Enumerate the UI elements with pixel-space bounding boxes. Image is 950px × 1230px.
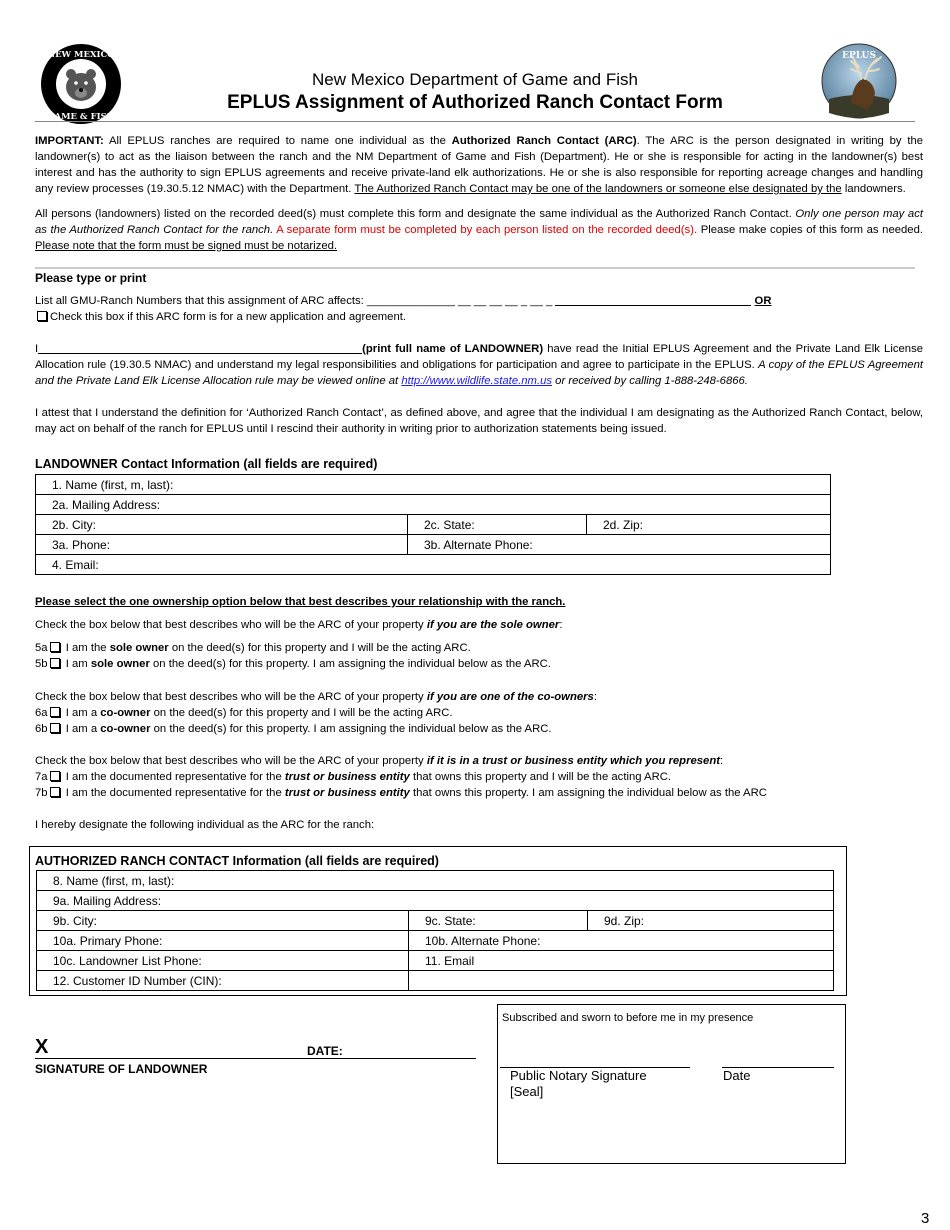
notary-sworn-text: Subscribed and sworn to before me in my presence xyxy=(502,1012,754,1024)
new-application-option xyxy=(35,309,406,325)
notary-date-label: Date xyxy=(723,1068,751,1083)
landowner-text: have read the Initial EPLUS Agreement and the Private Land Elk License Allocation rule (19.30.5 NMAC) and understand my legal responsibilities and obligations for participation and agree to participate in the EPLUS. xyxy=(35,343,923,371)
landowner-italic-a: A copy of the EPLUS Agreement and the Private Land Elk License Allocation rule may be viewed online at xyxy=(35,359,923,387)
option-7b-post: that owns this property. I am assigning the individual below as the ARC xyxy=(412,787,767,799)
option-7a xyxy=(35,769,671,785)
landowner-name-field[interactable] xyxy=(38,353,362,354)
co-intro-text: Check the box below that best describes who will be the ARC of your property xyxy=(35,691,424,703)
notarize-notice: Please note that the form must be signed must be notarized. xyxy=(35,240,338,252)
option-6b-pre: I am a xyxy=(65,723,98,735)
arc-alt-phone-field[interactable]: 10b. Alternate Phone: xyxy=(409,931,834,951)
gmu-label: List all GMU-Ranch Numbers that this assignment of ARC affects: xyxy=(35,295,364,307)
department-name: New Mexico Department of Game and Fish xyxy=(312,70,638,89)
new-application-checkbox[interactable] xyxy=(37,311,47,321)
option-5a-checkbox[interactable] xyxy=(50,642,60,652)
landowner-city-field[interactable]: 2b. City: xyxy=(36,515,408,535)
new-application-label: Check this box if this ARC form is for a new application and agreement. xyxy=(50,311,407,323)
option-5a-bold: sole owner xyxy=(109,642,169,654)
option-7b-checkbox[interactable] xyxy=(50,787,60,797)
option-6a-pre: I am a xyxy=(65,707,98,719)
arc-name-field[interactable]: 8. Name (first, m, last): xyxy=(37,871,834,891)
option-5b-post: on the deed(s) for this property. I am assigning the individual below as the ARC. xyxy=(153,658,551,670)
option-6a-post: on the deed(s) for this property and I will be the acting ARC. xyxy=(153,707,453,719)
sole-intro-em: if you are the sole owner xyxy=(426,619,560,631)
p1-underline: The Authorized Ranch Contact may be one of the landowners or someone else designated by the xyxy=(354,183,842,195)
co-owner-intro: Check the box below that best describes who will be the ARC of your property if you are one of the co-owners: xyxy=(35,691,597,703)
landowner-statement xyxy=(35,341,923,389)
landowner-info-heading: LANDOWNER Contact Information (all fields are required) xyxy=(35,457,378,471)
trust-intro: Check the box below that best describes who will be the ARC of your property if it is in a trust or business entity which you represent: xyxy=(35,755,724,767)
p2-red-notice: A separate form must be completed by each person listed on the recorded deed(s). xyxy=(276,224,698,236)
attest-paragraph: I attest that I understand the definition for ‘Authorized Ranch Contact’, as defined above, and agree that the individual I am designating as the Authorized Ranch Contact, below, may act on behalf of the ranch for EPLUS until I rescind their authority in writing prior to authorization statements being issued. xyxy=(35,407,923,435)
option-5a-pre: I am the xyxy=(65,642,107,654)
signature-x-mark: X xyxy=(35,1036,49,1058)
important-paragraph xyxy=(35,133,923,197)
svg-text:EPLUS: EPLUS xyxy=(842,51,876,61)
arc-info-heading: AUTHORIZED RANCH CONTACT Information (all fields are required) xyxy=(35,854,439,868)
landowner-mailing-field[interactable]: 2a. Mailing Address: xyxy=(36,495,831,515)
signature-line[interactable] xyxy=(35,1058,476,1059)
option-6b xyxy=(35,721,552,737)
option-6a-num: 6a xyxy=(35,707,48,719)
option-7b-num: 7b xyxy=(35,787,48,799)
option-5b xyxy=(35,656,551,672)
option-5a-post: on the deed(s) for this property and I will be the acting ARC. xyxy=(171,642,471,654)
designate-statement: I hereby designate the following individual as the ARC for the ranch: xyxy=(35,819,375,831)
arc-mailing-field[interactable]: 9a. Mailing Address: xyxy=(37,891,834,911)
arc-primary-phone-field[interactable]: 10a. Primary Phone: xyxy=(37,931,409,951)
landowner-info-table xyxy=(35,474,831,575)
header-rule xyxy=(35,121,915,122)
section-rule xyxy=(35,267,915,269)
signature-date-label: DATE: xyxy=(307,1044,343,1058)
or-label: OR xyxy=(754,295,772,307)
sole-intro-text: Check the box below that best describes who will be the ARC of your property xyxy=(35,619,424,631)
option-7a-checkbox[interactable] xyxy=(50,771,60,781)
signature-landowner-label: SIGNATURE OF LANDOWNER xyxy=(35,1062,208,1076)
p2-text-a: All persons (landowners) listed on the recorded deed(s) must complete this form and designate the same individual as the Authorized Ranch Contact. xyxy=(35,208,792,220)
option-7b-pre: I am the documented representative for the xyxy=(65,787,282,799)
svg-text:GAME & FISH: GAME & FISH xyxy=(47,112,115,122)
trust-intro-text: Check the box below that best describes who will be the ARC of your property xyxy=(35,755,424,767)
p2-italic: Only one person may act as the Authorized Ranch Contact for the ranch. xyxy=(35,208,924,236)
form-title: EPLUS Assignment of Authorized Ranch Contact Form xyxy=(227,92,723,113)
option-6b-num: 6b xyxy=(35,723,48,735)
landowner-italic-b: or received by calling 1-888-248-6866. xyxy=(555,375,748,387)
wildlife-website-link[interactable]: http://www.wildlife.state.nm.us xyxy=(401,375,553,387)
type-or-print-heading: Please type or print xyxy=(35,271,147,285)
arc-definition-bold: Authorized Ranch Contact (ARC) xyxy=(451,135,637,147)
print-name-label: (print full name of LANDOWNER) xyxy=(362,343,544,355)
important-label: IMPORTANT: xyxy=(35,135,104,147)
landowner-prefix: I xyxy=(35,343,39,355)
landowner-phone-field[interactable]: 3a. Phone: xyxy=(36,535,408,555)
ownership-heading: Please select the one ownership option below that best describes your relationship with the ranch. xyxy=(35,596,566,608)
arc-city-field[interactable]: 9b. City: xyxy=(37,911,409,931)
notary-box xyxy=(497,1004,846,1164)
trust-intro-em: if it is in a trust or business entity which you represent xyxy=(426,755,720,767)
svg-text:NEW MEXICO: NEW MEXICO xyxy=(47,50,115,60)
arc-info-table xyxy=(36,870,834,991)
landowner-alt-phone-field[interactable]: 3b. Alternate Phone: xyxy=(408,535,831,555)
option-5b-num: 5b xyxy=(35,658,48,670)
gmu-numbers-field[interactable]: ______________ __ __ __ __ _ __ _ xyxy=(366,295,553,307)
landowner-state-field[interactable]: 2c. State: xyxy=(408,515,587,535)
p1-text-b: . The ARC is the person designated in writing by the landowner(s) to act as the liaison between the ranch and the NM Department of Game and Fish (Department). He or she is responsible for acting in the landowner(s) best interest and has the authority to sign EPLUS agreements and receive private-land elk authorizations. He or she is also responsible for reporting acreage changes and handling any review processes (19.30.5.12 NMAC) with the Department. xyxy=(35,135,924,195)
option-6a xyxy=(35,705,453,721)
arc-zip-field[interactable]: 9d. Zip: xyxy=(588,911,834,931)
option-5b-bold: sole owner xyxy=(90,658,150,670)
gmu-numbers-field-2[interactable] xyxy=(555,305,751,306)
arc-list-phone-field[interactable]: 10c. Landowner List Phone: xyxy=(37,951,409,971)
option-6b-bold: co-owner xyxy=(100,723,151,735)
option-5b-pre: I am xyxy=(65,658,88,670)
notary-seal-label: [Seal] xyxy=(510,1084,544,1099)
option-6a-bold: co-owner xyxy=(100,707,151,719)
deed-paragraph xyxy=(35,206,923,254)
option-7a-num: 7a xyxy=(35,771,48,783)
option-7a-bold: trust or business entity xyxy=(284,771,410,783)
p1-text-a: All EPLUS ranches are required to name one individual as the xyxy=(109,135,446,147)
gmu-line xyxy=(35,293,925,309)
arc-cin-value[interactable] xyxy=(409,971,834,991)
landowner-name-field[interactable]: 1. Name (first, m, last): xyxy=(36,475,831,495)
co-intro-em: if you are one of the co-owners xyxy=(426,691,594,703)
option-7b-bold: trust or business entity xyxy=(284,787,410,799)
option-5a xyxy=(35,640,471,656)
option-6a-checkbox[interactable] xyxy=(50,707,60,717)
sole-owner-intro: Check the box below that best describes who will be the ARC of your property if you are the sole owner: xyxy=(35,619,563,631)
option-7a-pre: I am the documented representative for the xyxy=(65,771,282,783)
option-6b-post: on the deed(s) for this property. I am assigning the individual below as the ARC. xyxy=(153,723,552,735)
option-7b xyxy=(35,785,767,801)
p2-text-b: Please make copies of this form as needed. xyxy=(700,224,924,236)
option-5a-num: 5a xyxy=(35,642,48,654)
arc-state-field[interactable]: 9c. State: xyxy=(409,911,588,931)
page-number: 3 xyxy=(921,1210,930,1227)
option-7a-post: that owns this property and I will be the acting ARC. xyxy=(412,771,672,783)
option-5b-checkbox[interactable] xyxy=(50,658,60,668)
option-6b-checkbox[interactable] xyxy=(50,723,60,733)
landowner-zip-field[interactable]: 2d. Zip: xyxy=(587,515,831,535)
arc-email-field[interactable]: 11. Email xyxy=(409,951,834,971)
landowner-email-field[interactable]: 4. Email: xyxy=(36,555,831,575)
p1-end: landowners. xyxy=(844,183,906,195)
notary-signature-label: Public Notary Signature xyxy=(510,1068,647,1083)
arc-cin-field[interactable]: 12. Customer ID Number (CIN): xyxy=(37,971,409,991)
